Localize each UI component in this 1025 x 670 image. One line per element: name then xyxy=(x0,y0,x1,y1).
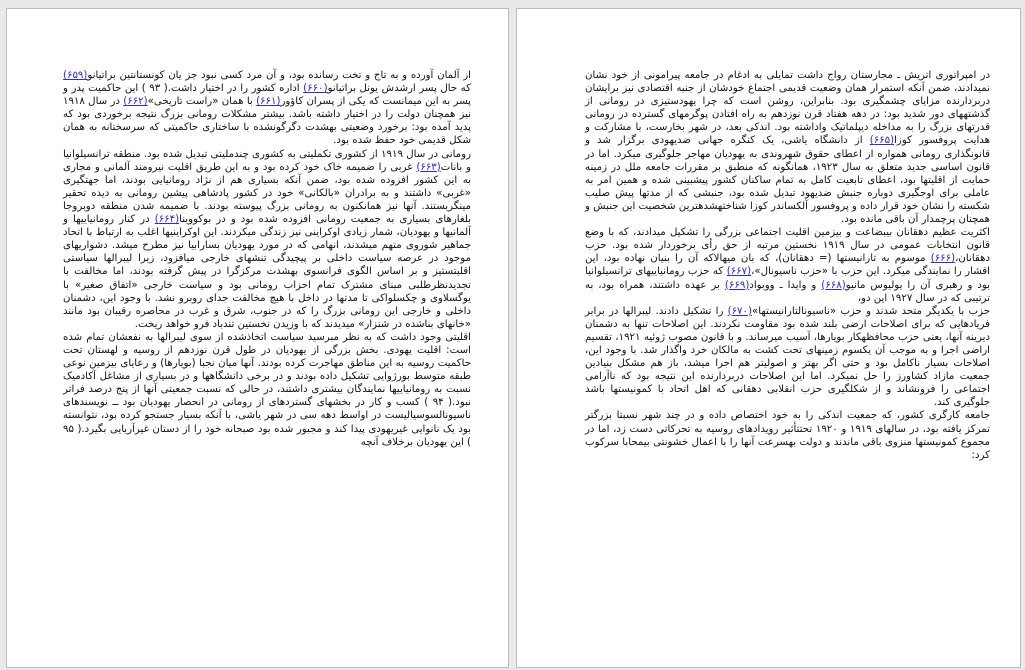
document-page-right xyxy=(516,8,1021,668)
paragraph-text: رومانی در سال ۱۹۱۹ از کشوری تکملیتی به کشوری چندملیتی تبدیل شده بود. منطقه ترانسیلوانیا و بانات xyxy=(63,148,471,173)
footnote-link[interactable]: (۶۶۰) xyxy=(303,83,328,95)
paragraph-text: موسوم به تارانیستها (= دهقانان)، که بان میهالاکه آن را بنیان نهاده بود، این اقشار را نمایندگی میکرد. این حزب با «حزب ناسیونال»، xyxy=(585,253,990,278)
paragraph-text: که حال پسر ارشدش یونل براتیانو xyxy=(327,83,471,95)
paragraph-text: جامعه کارگری کشور، که جمعیت اندکی را به خود اختصاص داده و در چند شهر نسبتا بزرگتر تمرکز یافته بود، در سالهای ۱۹۱۹ و ۱۹۲۰ تحتتأثیر رویدادهای روسیه به تحرکاتی دست زد، اما در مجموع کمونیستها منزوی باقی ماندند و دولت بهسرعت آنها را با اعمال خشونتی بیمحابا سرکوب کرد: xyxy=(585,410,990,461)
footnote-link[interactable]: (۶۶۲) xyxy=(123,96,148,108)
paragraph xyxy=(63,69,471,148)
footnote-link[interactable]: (۶۶۸) xyxy=(821,279,846,291)
footnote-link[interactable]: (۶۷۰) xyxy=(727,305,752,317)
paragraph-text: از دانشگاه یاشی، یک کنگره جهانی ضدیهودی برگزار شد و قانونگذاری رومانی همواره از اعطای حقوق شهروندی به یهودیان مهاجر جلوگیری میکرد. اما در قانون اساسی جدید متعلق به سال ۱۹۲۳، همانگونه که منطبق بر مقررات جامعه ملل در زمینه حمایت از اقلیتها بود، اعطای تابعیت کامل به تمام ساکنان کشور پیشبینی شده و همین امر به عاملی برای اوجگیری دوباره جنبش ضدیهود تبدیل شده بود، جنبشی که از مدتها پیش صلیب شکسته را نشان خود قرار داده و پروفسور آلکساندر کوزا شناختهشدهترین شخصیت این جنبش و همچنان پرچمدار آن باقی مانده بود. xyxy=(585,135,991,226)
paragraph xyxy=(585,226,990,305)
paragraph-text: با همان «راست تاریخی» xyxy=(147,96,257,108)
page-body-text xyxy=(63,69,471,449)
paragraph-text: در کنار رومانیاییها و آلمانیها و یهودیان، شمار زیادی اوکراینی نیز زندگی میکردند. این اوکراینیها اغلب به ارتباط با اتحاد جماهیر شوروی متهم میشدند، انهامی که در مورد یهودیان بسارابیا نیز مطرح میشد. دشواریهای موجود در عرصه سیاست داخلی بر پیچیدگی تنشهای خارجی میافزود، زیرا لیبرالها سیاستی اقلیتستیز و بر اساس الگوی فرانسوی بهشدت مرکزگرا در پیش گرفته بودند، اما مخالفت با تجدیدنظرطلبی مبنای مشترک تمام احزاب رومانی بود و سیاست خارجی «اتفاق صغیر» با یوگسلاوی و چکسلواکی تا مدتها در داخل با هیچ مخالفت جدای روبرو نشد. با وجود این، دشمنان داخلی و خارجی این رومانی بزرگ را که در جنوب، شرق و غرب در محاصره رقیبان بود مانند «خانهای بناشده در شنزار» میدیدند که با وزیدن نخستین تندباد فرو خواهد ریخت. xyxy=(63,214,471,330)
paragraph-text: را تشکیل دادند. لیبرالها در برابر فریادهایی که برای اصلاحات ارضی بلند شده بود مقاومت نکردند. این اصلاحات تنها به دشمنان دیرینه آنها، یعنی حزب محافظهکار بویارها، آسیب میرساند. و با قانون مصوب ژوئیه ۱۹۲۱، تقسیم اراضی اجرا و به موجب آن یکسوم زمینهای تحت کشت به مالکان خرد واگذار شد. با وجود این، اصلاحات بسیار ناکامل بود و حتی اگر بهتر و اصولیتر هم اجرا میشد، باز هم مشکل بنیادین جمعیت مازاد کشاورز را حل نمیکرد. اما این اصلاحات دربردارنده این نتیجه بود که ناآرامی اجتماعی را فرونشاند و از شکلگیری حزب انقلابی دهقانی که اهل اتحاد با کمونیستها باشد جلوگیری کند. xyxy=(585,305,990,409)
footnote-link[interactable]: (۶۶۶) xyxy=(930,253,956,265)
footnote-link[interactable]: (۶۶۷) xyxy=(726,266,752,278)
paragraph-text: غربی را ضمیمه خاک خود کرده بود و به این طریق اقلیت نیرومند آلمانی و مجاری به این کشور افزوده شده بود، ضمن آنکه بسیاری هم از نژاد رومانیایی بودند، اما جهتگیری «غربی» داشتند و به برادران «بالکانی» خود در کشور پادشاهی پیشین رومانی به دیده تحقیر مینگریستند. آنها نیز همانکنون به رومانی بزرگ پیوسته بودند. با ضمیمه شدن منطقه دوبروجا بلغارهای بسیاری به جمعیت رومانی افزوده شده بود و در بوکووینا xyxy=(63,161,471,226)
paragraph-text: بر عهده داشتند، همراه بود، به ترتیبی که در سال ۱۹۲۷ این دو، xyxy=(585,279,990,304)
footnote-link[interactable]: (۶۶۴) xyxy=(154,214,180,226)
footnote-link[interactable]: (۶۶۳) xyxy=(416,161,441,173)
paragraph-text: حزب با یکدیگر متحد شدند و حزب «ناسیونالتارانیستها» xyxy=(751,305,990,317)
paragraph-text: و وایدا ـ ووبواد xyxy=(749,279,822,291)
paragraph xyxy=(63,331,471,449)
paragraph-text: از آلمان آورده و به تاج و تخت رسانده بود، و آن مرد کسی نبود جز یان کونستانتین براتیانو xyxy=(87,70,471,81)
paragraph-text: که حزب رومانیاییهای ترانسیلوانیا بود و رهبری آن را یولیوس مانیو xyxy=(585,266,990,291)
paragraph xyxy=(585,305,990,410)
document-page-left xyxy=(6,8,509,668)
footnote-link[interactable]: (۶۶۱) xyxy=(256,96,281,108)
paragraph-text: در امپراتوری اتریش ـ مجارستان رواج داشت تمایلی به ادغام در جامعه پیرامونی از خود نشان نمیدادند، ضمن آنکه استمرار همان وضعیت قدیمی اجتماع خودشان از جنبه اقتصادی نیز برایشان دربردارنده مزایای چشمگیری بود. بنابراین، روشن است که چرا یهودستیزی در رومانی از گذشتههای دور شدید بود: در دهه هفتاد قرن نوزدهم به راه افتادن پوگرمهای گسترده در رومانی قدرتهای بزرگ را به مداخله دیپلماتیک واداشته بود. اندکی بعد، در شهر بخارست، با مشارکت و هدایت پروفسور کوزا xyxy=(585,70,990,147)
paragraph-text: در سال ۱۹۱۸ نیز همچنان دولت را در اختیار داشته باشد. بیشتر مشکلات رومانی بزرگ نتیجه برخوردی بود که پدید آمده بود: برخورد وضعیتی بهشدت دگرگونشده با ساختاری حاکمیتی که سرسختانه به همان شکل قدیمی خود حفظ شده بود. xyxy=(63,96,471,147)
paragraph xyxy=(585,409,990,461)
paragraph xyxy=(63,148,471,331)
footnote-link[interactable]: (۶۵۹) xyxy=(63,70,88,81)
footnote-link[interactable]: (۶۶۵) xyxy=(869,135,895,147)
paragraph-text: اکثریت عظیم دهقانان بیبضاعت و بیزمین اقلیت اجتماعی بزرگی را تشکیل میدادند، که با وضع قانون انتخابات عمومی در سال ۱۹۱۹ نخستین مرتبه از حق رأی برخوردار شده بود. حزب دهقانان، xyxy=(585,227,990,265)
footnote-link[interactable]: (۶۶۹) xyxy=(724,279,750,291)
paragraph-text: اقلیتی وجود داشت که به نظر مبرسید سیاست اتخاذشده از سوی لیبرالها به نفعشان تمام شده است: اقلیت یهودی. بخش بزرگی از یهودیان در طول قرن نوزدهم از روسیه و لهستان تحت حاکمیت روسیه به این مناطق مهاجرت کرده بودند. آنها میان نجبا (بویارها) و رعایای بیزمین نوعی طبقه متوسط بورژوایی تشکیل داده بودند و در برخی دانشگاهها و در بسیاری از مشاغل آکادمیک نسبت به رومانیاییها نمایندگان بیشتری داشتند، در حالی که نسبت جمعیتی آنها از پنج درصد فراتر نبود.( ۹۴ ) کسب و کار در بخشهای گستردهای از رومانی در انحصار یهودیان بود ــ نویسندهای ناسیونالسوسیالیست در اواسط دهه سی در شهر یاشی، با آنکه بسیار جستجو کرده بود، نتوانسته بود یک نانوایی غیریهودی پیدا کند و مجبور شده بود صبحانه خود را از دستان غیرآریایی بگیرد.( ۹۵ ) این یهودیان برخلاف آنچه xyxy=(63,331,471,448)
page-body-text xyxy=(585,69,990,462)
paragraph xyxy=(585,69,990,226)
paragraph-text: اداره کشور را در اختیار داشت.( ۹۳ ) این حاکمیت پدر و پسر به این میمانست که یکی از پسران کاؤور xyxy=(63,83,471,108)
